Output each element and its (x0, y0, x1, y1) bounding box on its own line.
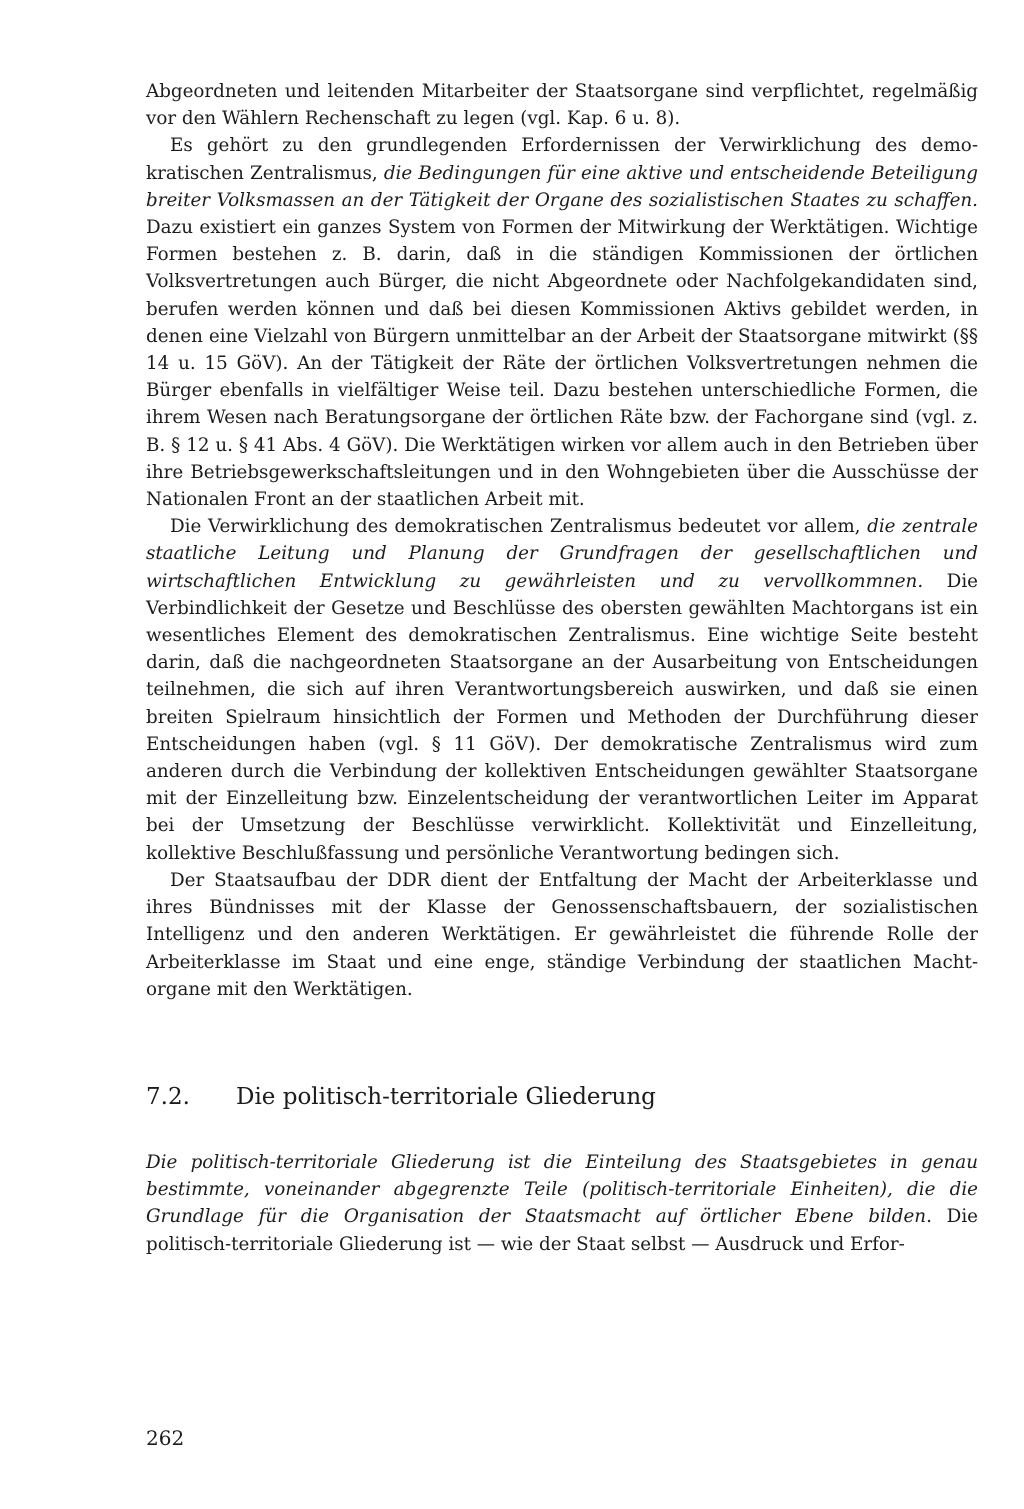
section-title: Die politisch-territoriale Gliederung (236, 1083, 656, 1110)
section-number: 7.2. (146, 1083, 190, 1110)
emphasized-text: Die politisch-territoriale Gliederung ist die Einteilung des Staatsgebietes in genau bestimmte, voneinander abgegrenzte Teile (politisch-territoriale Einheiten), die die Grundlage für die Organisation der Staatsmacht auf örtlicher Ebene bilden. (146, 1151, 978, 1228)
text-run: Die politisch-territoriale Gliederung ist — wie der Staat selbst — Ausdruck und Erfor- (146, 1206, 978, 1255)
section-heading (146, 1081, 978, 1113)
body-text (146, 78, 978, 1003)
text-run: Es gehört zu den grundlegenden Erfordernissen der Verwirklichung des demokratischen Zentralismus, (146, 135, 978, 184)
paragraph (146, 867, 978, 1003)
text-run: Dazu existiert ein ganzes System von Formen der Mitwirkung der Werktätigen. Wichtige Formen bestehen z. B. darin, daß in die ständigen Kommissionen der örtlichen Volksvertretungen auch Bürger, die nicht Abgeordnete oder Nachfolgekandidaten sind, berufen werden können und daß bei diesen Kommissionen Aktivs gebildet werden, in denen eine Vielzahl von Bürgern unmittelbar an der Arbeit der Staatsorgane mitwirkt (§§ 14 u. 15 GöV). An der Tätigkeit der Räte der örtlichen Volksvertretungen nehmen die Bürger ebenfalls in vielfältiger Weise teil. Dazu bestehen unterschiedliche Formen, die ihrem Wesen nach Beratungsorgane der örtlichen Räte bzw. der Fachorgane sind (vgl. z. B. § 12 u. § 41 Abs. 4 GöV). Die Werktätigen wirken vor allem auch in den Betrieben über ihre Betriebsgewerkschaftsleitungen und in den Wohngebieten über die Ausschüsse der Nationalen Front an der staatlichen Arbeit mit. (146, 217, 978, 511)
section-lead-paragraph (146, 1149, 978, 1258)
text-run: Der Staatsaufbau der DDR dient der Entfaltung der Macht der Arbeiterklasse und ihres Bündnisses mit der Klasse der Genossenschaftsbauern, der sozialistischen Intelligenz und den anderen Werktätigen. Er gewährleistet die führende Rolle der Arbeiterklasse im Staat und eine enge, ständige Verbindung der staatlichen Machtorgane mit den Werktätigen. (146, 869, 978, 1000)
emphasized-text: die zentrale staatliche Leitung und Planung der Grundfragen der gesellschaftlichen und wirtschaftlichen Entwicklung zu gewährleisten und zu vervollkommnen. (146, 516, 978, 592)
emphasized-text: die Bedingungen für eine aktive und entscheidende Beteiligung breiter Volksmassen an der Tätigkeit der Organe des sozialistischen Staates zu schaffen. (146, 162, 978, 211)
text-run: Abgeordneten und leitenden Mitarbeiter der Staatsorgane sind verpflichtet, regelmäßig vor den Wählern Rechenschaft zu legen (vgl. Kap. 6 u. 8). (146, 81, 978, 130)
paragraph (146, 513, 978, 867)
text-run: Die Verwirklichung des demokratischen Zentralismus bedeutet vor allem, (170, 516, 868, 538)
text-run: Die Verbindlichkeit der Gesetze und Beschlüsse des obersten gewählten Machtorgans ist ein wesentliches Element des demokratischen Zentralismus. Eine wichtige Seite besteht darin, daß die nachgeordneten Staatsorgane an der Ausarbeitung von Entscheidungen teilnehmen, die sich auf ihren Verantwortungsbereich auswirken, und daß sie einen breiten Spielraum hinsichtlich der Formen und Methoden der Durchführung dieser Entscheidungen haben (vgl. § 11 GöV). Der demokratische Zentralismus wird zum anderen durch die Verbindung der kollektiven Entscheidungen gewählter Staatsorgane mit der Einzelleitung bzw. Einzelentscheidung der verantwortlichen Leiter im Apparat bei der Umsetzung der Beschlüsse verwirklicht. Kollektivität und Einzelleitung, kollektive Beschlußfassung und persönliche Verantwortung bedingen sich. (146, 570, 978, 864)
document-page (146, 78, 978, 1258)
paragraph (146, 132, 978, 513)
page-number: 262 (146, 1426, 185, 1450)
paragraph (146, 78, 978, 132)
